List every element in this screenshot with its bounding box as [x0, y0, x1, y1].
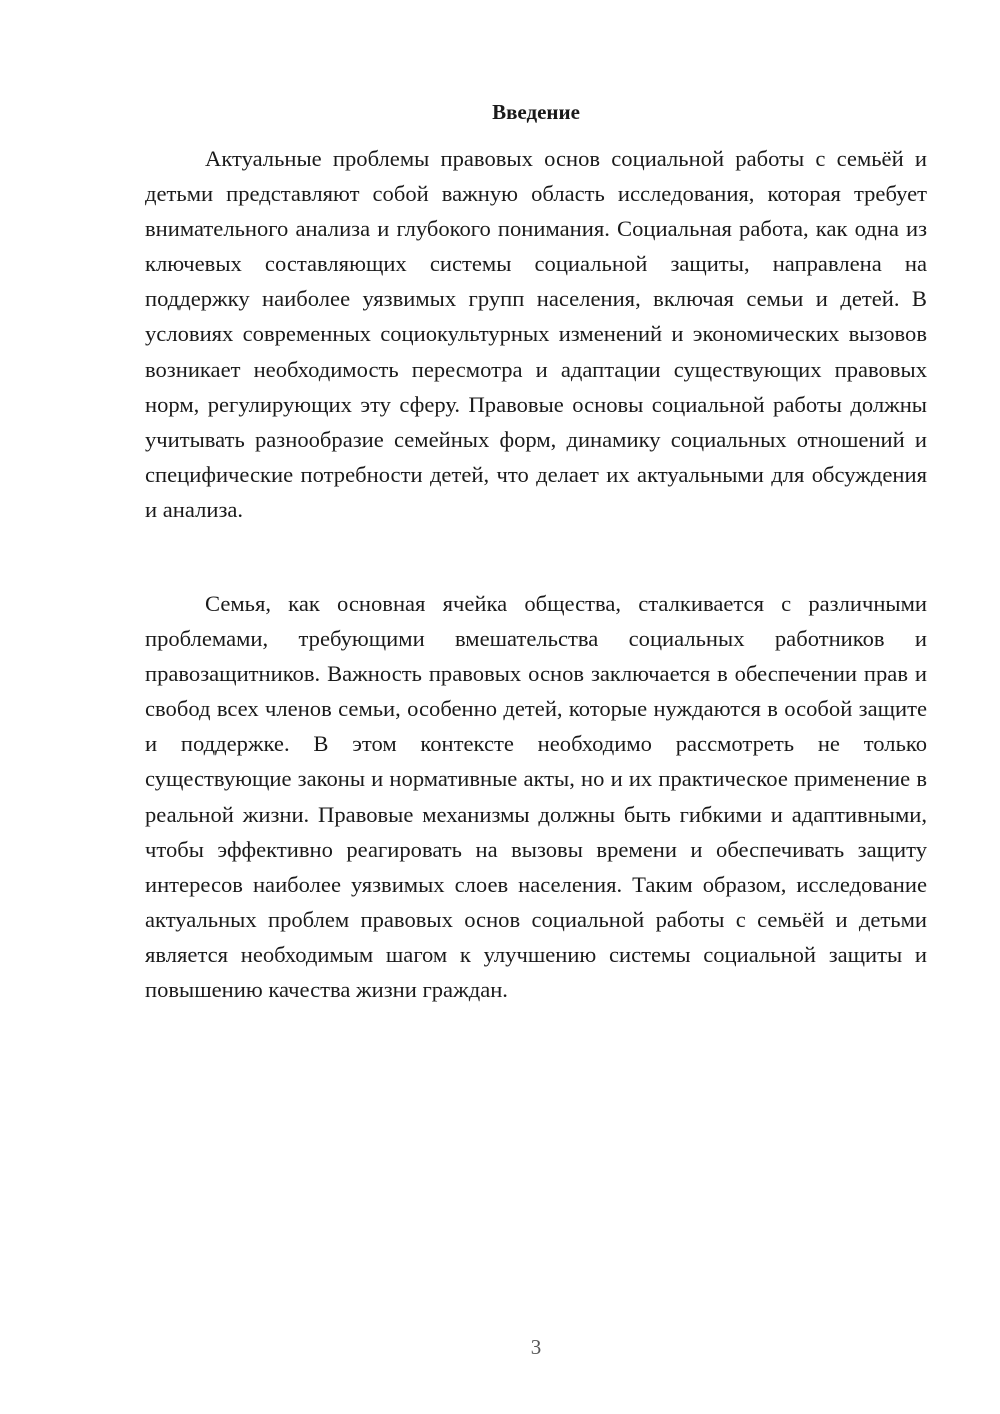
page-number: 3 — [530, 1335, 542, 1359]
body-paragraph: Семья, как основная ячейка общества, сталкивается с различными проблемами, требующими вмешательства социальных работников и правозащитников. Важность правовых основ заключается в обеспечении прав и свобод всех членов семьи, особенно детей, которые нуждаются в особой защите и поддержке. В этом контексте необходимо рассмотреть не только существующие законы и нормативные акты, но и их практическое применение в реальной жизни. Правовые механизмы должны быть гибкими и адаптивными, чтобы эффективно реагировать на вызовы времени и обеспечивать защиту интересов наиболее уязвимых слоев населения. Таким образом, исследование актуальных проблем правовых основ социальной работы с семьёй и детьми является необходимым шагом к улучшению системы социальной защиты и повышению качества жизни граждан. — [145, 591, 927, 1003]
body-paragraph: Актуальные проблемы правовых основ социальной работы с семьёй и детьми представляют собой важную область исследования, которая требует внимательного анализа и глубокого понимания. Социальная работа, как одна из ключевых составляющих системы социальной защиты, направлена на поддержку наиболее уязвимых групп населения, включая семьи и детей. В условиях современных социокультурных изменений и экономических вызовов возникает необходимость пересмотра и адаптации существующих правовых норм, регулирующих эту сферу. Правовые основы социальной работы должны учитывать разнообразие семейных форм, динамику социальных отношений и специфические потребности детей, что делает их актуальными для обсуждения и анализа. — [145, 146, 927, 522]
section-heading: Введение — [492, 100, 580, 124]
